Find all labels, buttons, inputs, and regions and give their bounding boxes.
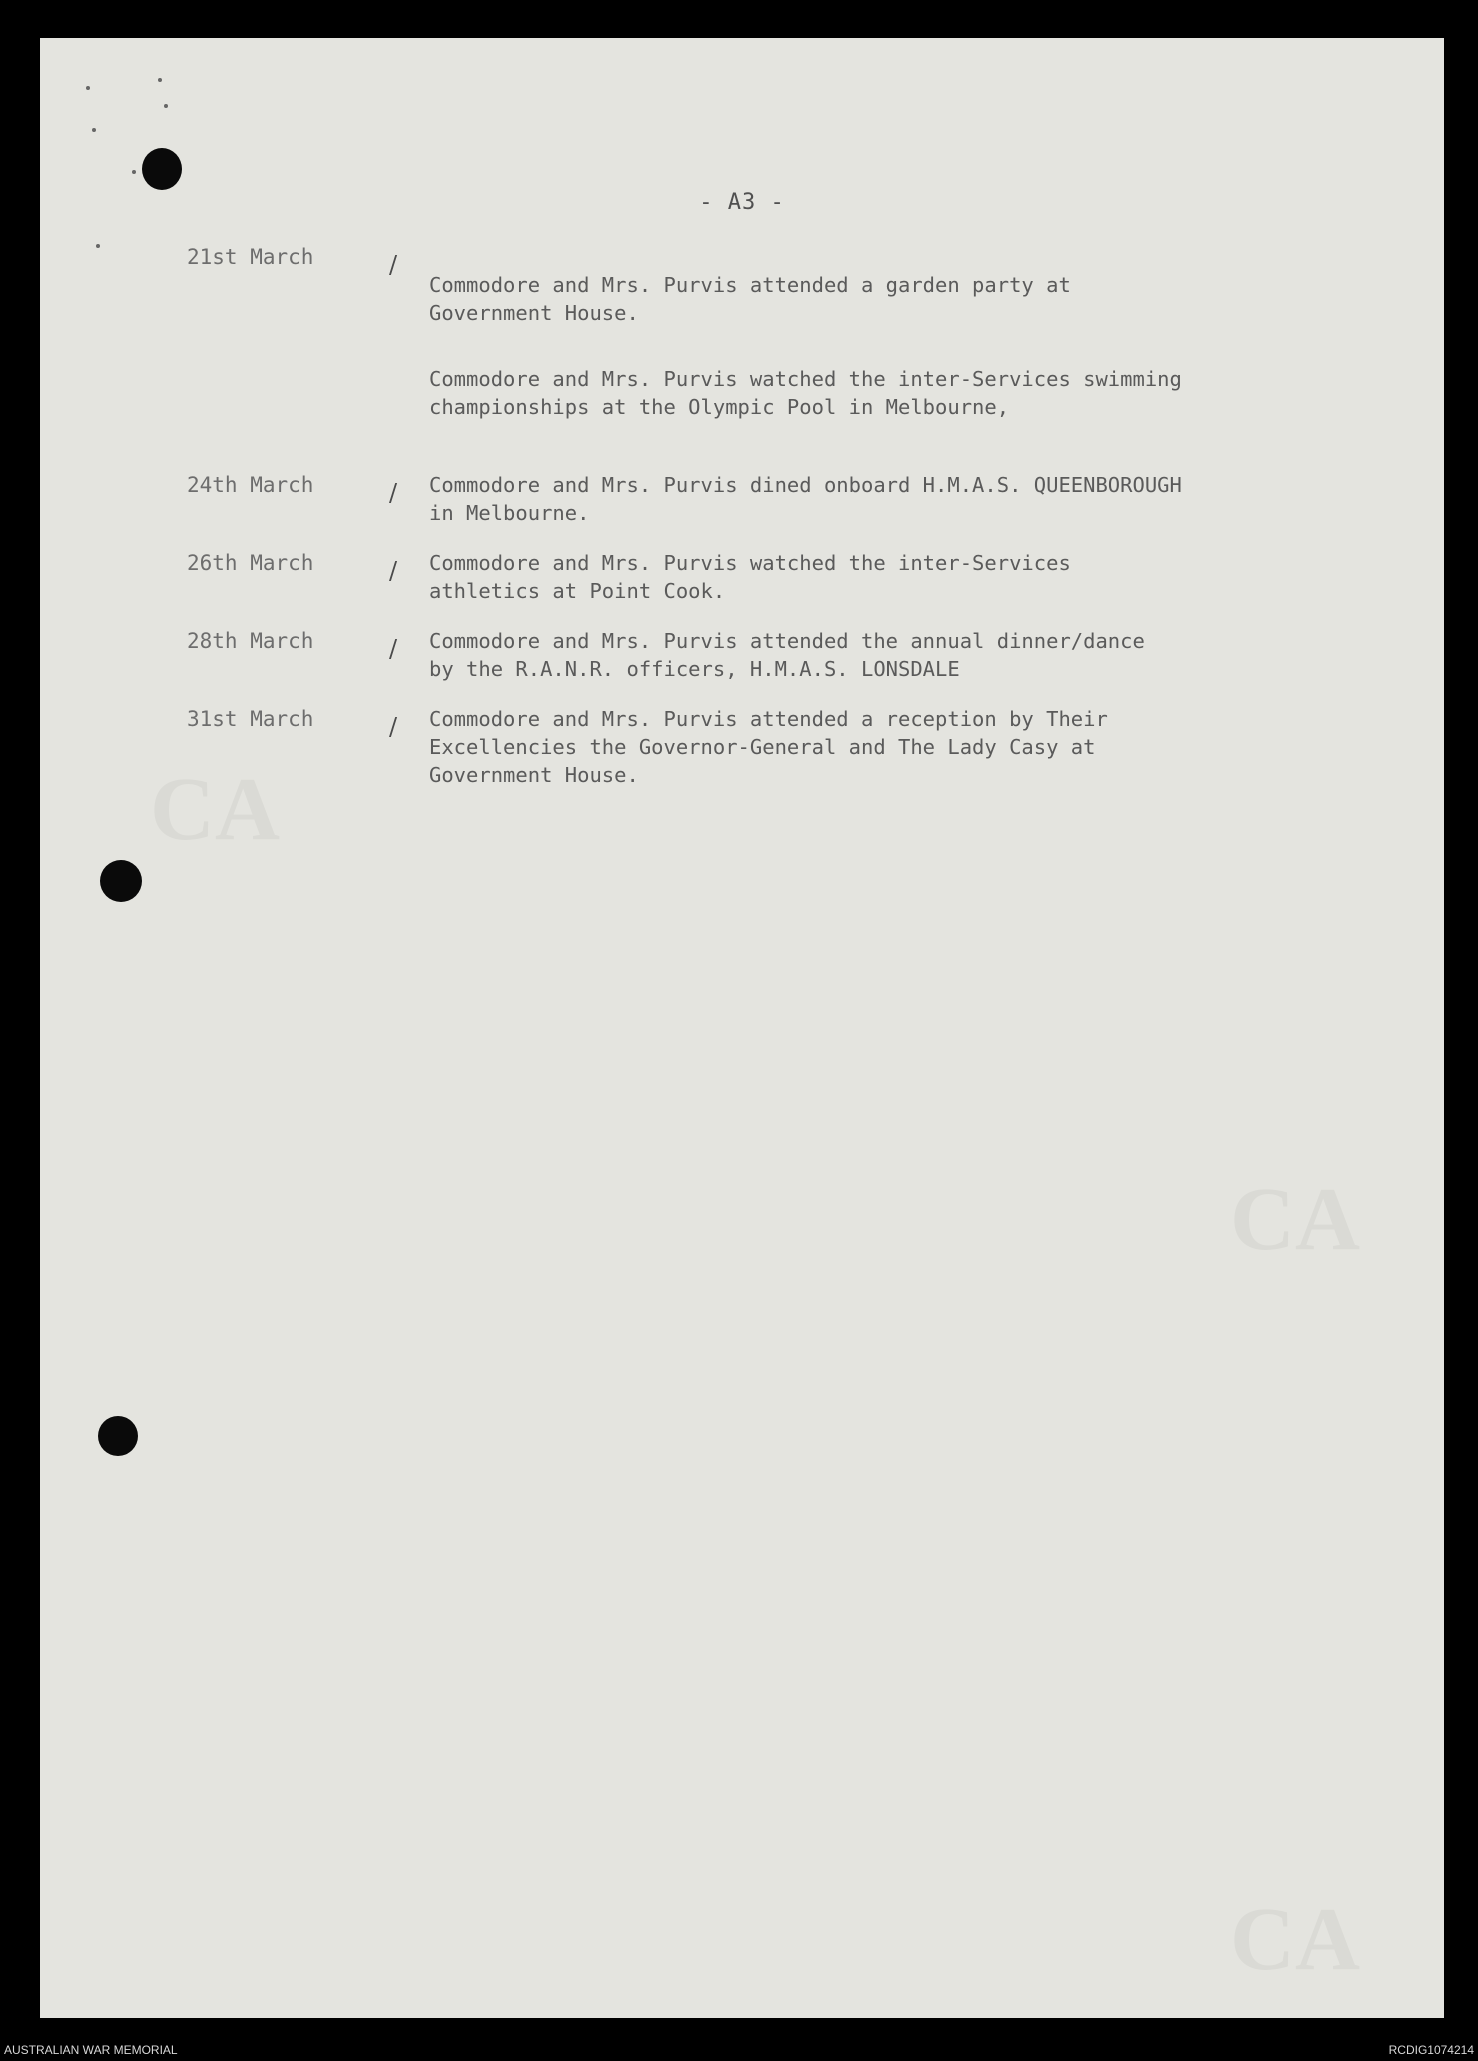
entry-date: 26th March [187,551,314,575]
speck [164,104,168,108]
entry [187,705,1387,789]
tick-mark: / [389,635,398,663]
speck [96,244,100,248]
archive-footer [0,2039,1478,2061]
entry-text: Commodore and Mrs. Purvis attended a garden party at Government House. [429,273,1071,325]
watermark: CA [1230,1890,1360,1989]
entry [187,627,1387,683]
punch-hole [100,860,142,902]
tick-mark: / [389,713,398,741]
tick-mark: / [389,251,398,279]
footer-id: RCDIG1074214 [1388,2043,1474,2057]
entry-date: 24th March [187,473,314,497]
entry-text: Commodore and Mrs. Purvis attended the annual dinner/dance by the R.A.N.R. officers, H.M.A.S. LONSDALE [429,629,1145,681]
watermark: CA [150,760,280,859]
entry-extra-text: Commodore and Mrs. Purvis watched the inter-Services swimming championships at the Olympic Pool in Melbourne, [429,367,1182,419]
entry-body [429,243,1387,449]
footer-source: AUSTRALIAN WAR MEMORIAL [4,2043,178,2057]
page-number: - A3 - [699,190,785,215]
document-page [40,38,1444,2018]
entry-date: 21st March [187,245,314,269]
speck [92,128,96,132]
entry-date: 28th March [187,629,314,653]
entry-text: Commodore and Mrs. Purvis dined onboard H.M.A.S. QUEENBOROUGH in Melbourne. [429,473,1182,525]
entry [187,549,1387,605]
punch-hole [98,1416,138,1456]
speck [158,78,162,82]
punch-hole [142,148,182,190]
entries-list [187,243,1387,811]
speck [132,170,136,174]
entry-date: 31st March [187,707,314,731]
tick-mark: / [389,479,398,507]
entry [187,471,1387,527]
entry-text: Commodore and Mrs. Purvis watched the inter-Services athletics at Point Cook. [429,551,1071,603]
tick-mark: / [389,557,398,585]
speck [86,86,90,90]
entry [187,243,1387,449]
watermark: CA [1230,1170,1360,1269]
entry-text: Commodore and Mrs. Purvis attended a reception by Their Excellencies the Governor-General and The Lady Casy at Government House. [429,707,1108,787]
